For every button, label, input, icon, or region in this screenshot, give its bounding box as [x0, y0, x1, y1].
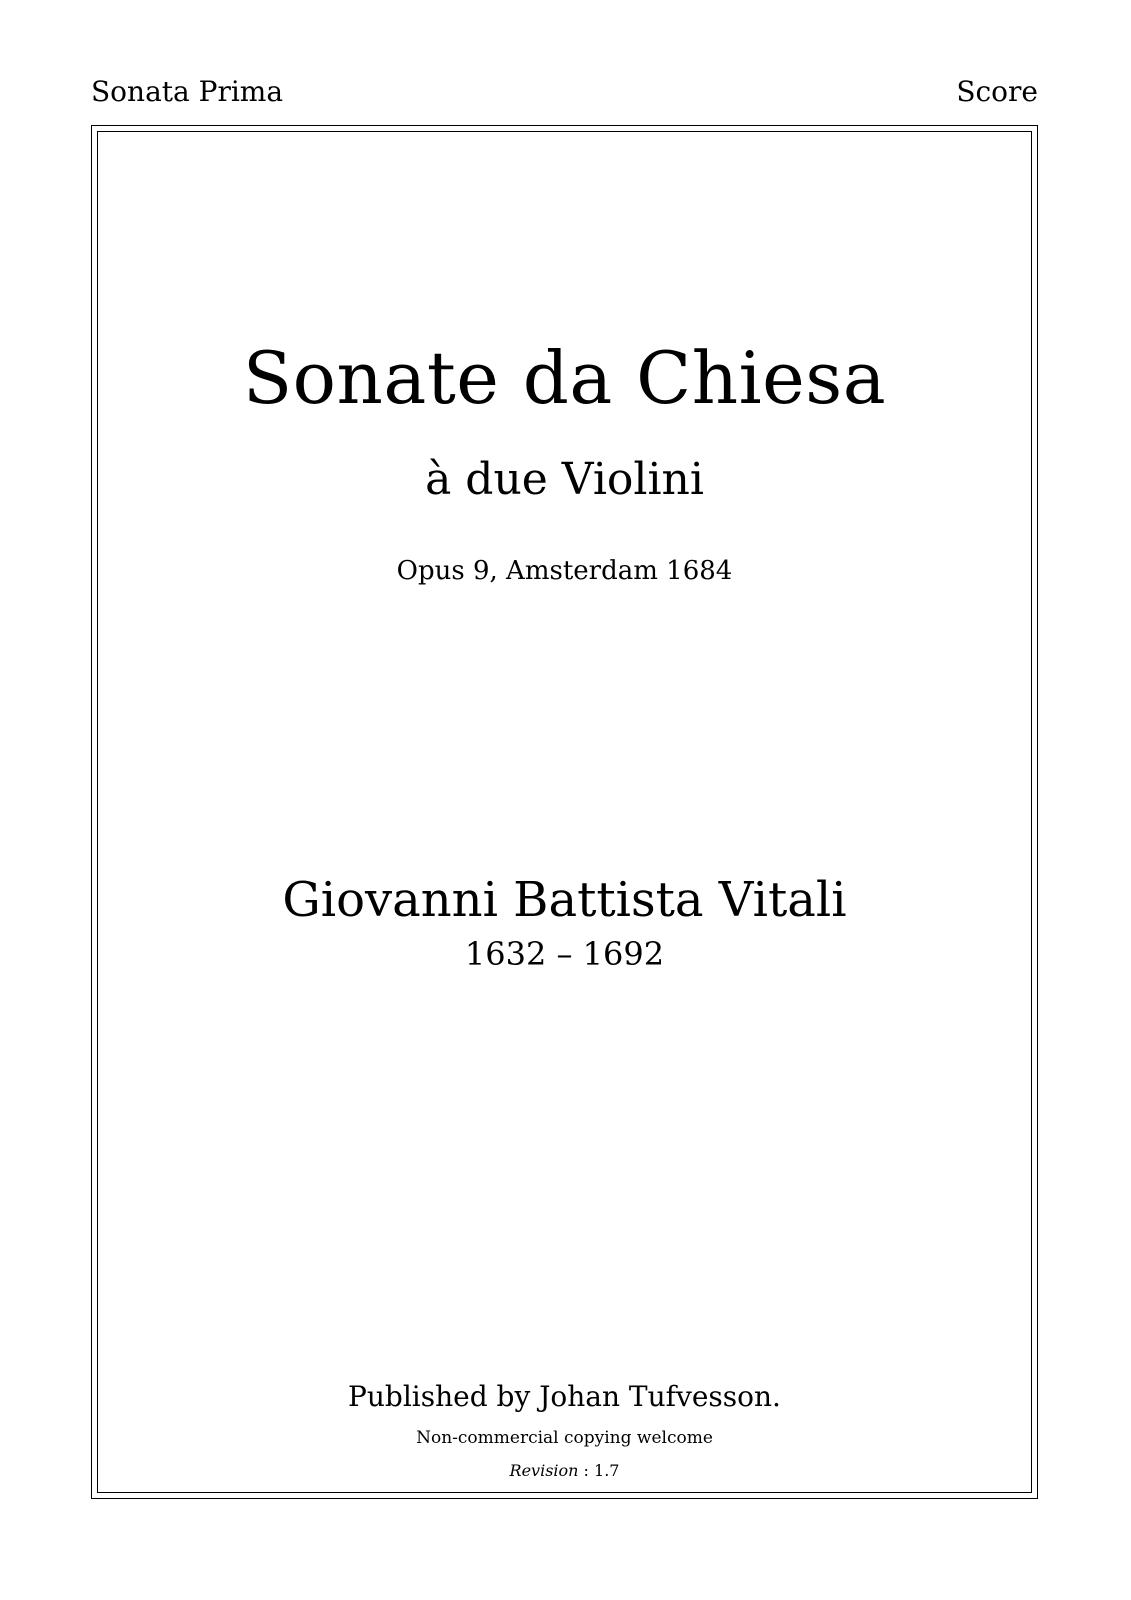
running-header-left: Sonata Prima — [91, 75, 284, 108]
running-header-right: Score — [956, 75, 1038, 108]
opus-line: Opus 9, Amsterdam 1684 — [396, 556, 733, 586]
revision-label: Revision — [509, 1461, 579, 1480]
revision-value: 1.7 — [594, 1461, 620, 1480]
copying-notice: Non-commercial copying welcome — [416, 1428, 713, 1448]
page-subtitle: à due Violini — [425, 454, 704, 505]
composer-name: Giovanni Battista Vitali — [282, 872, 847, 928]
publisher-line: Published by Johan Tufvesson. — [348, 1380, 781, 1413]
page-title: Sonate da Chiesa — [242, 336, 887, 420]
revision-separator: : — [578, 1461, 595, 1480]
composer-dates: 1632 – 1692 — [464, 935, 665, 973]
revision-line — [91, 1463, 1038, 1479]
